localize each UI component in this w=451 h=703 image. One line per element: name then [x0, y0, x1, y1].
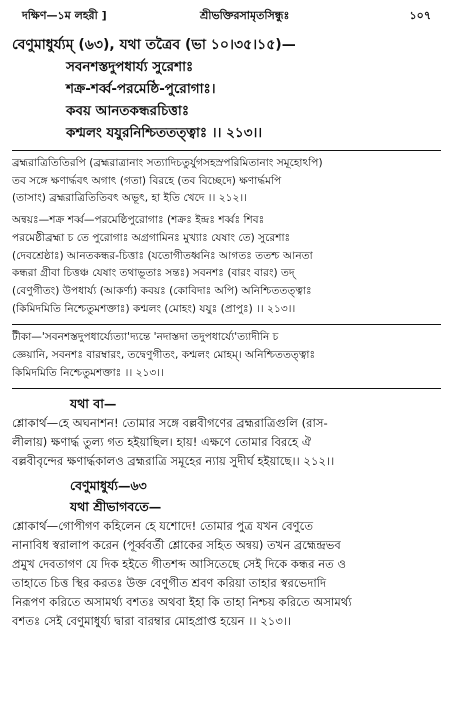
translation-block-1	[12, 393, 441, 471]
verse-line: কবয় আনতকন্ধরচিত্তাঃ	[66, 103, 190, 119]
anvaya-line: পরমেষ্ঠীব্রহ্মা চ তে পুরোগাঃ অগ্রগামিনঃ মুখ্যাঃ যেষাং তে) সুরেশাঃ	[12, 231, 291, 244]
tika-line: জ্ঞেয়ানি, সবনশঃ বারম্বারং, তদ্বেণুগীতং, কশ্মলং মোহম্। অনিশ্চিততত্ত্বাঃ	[12, 349, 316, 362]
section-title: যথা বা—	[70, 396, 117, 412]
translation-line: প্রমুখ দেবতাগণ যে দিক হইতে গীতশব্দ আসিতেছে সেই দিকে কন্ধর নত ও	[12, 557, 347, 572]
section-title: বেণুমাধুর্য্য—৬৩	[70, 478, 147, 494]
translation-line: লীলায়) ক্ষণার্দ্ধ তুল্য গত হইয়াছিল। হায়! এক্ষণে তোমার বিরহে ঐ	[12, 435, 312, 450]
commentary-line: ব্রহ্মরাত্রিতিতিরপি (ব্রহ্মরাত্রানাং সত্যাদিচতুর্যুগসহস্রপরিমিতানাং সমূহোঽপি)	[12, 157, 323, 169]
sanskrit-verse	[12, 34, 441, 144]
page-number: ১০৭	[409, 9, 431, 22]
divider	[12, 324, 441, 325]
anvaya-block	[12, 212, 441, 318]
translation-line: নানাবিধ স্বরালাপ করেন (পূর্ব্ববর্তী শ্লোকের সহিত অন্বয়) তখন ব্রহ্মেন্দ্রভব	[12, 538, 341, 553]
commentary-line: (তাসাং) ব্রহ্মরাত্রিতিতিবৎ অভূৎ, হা ইতি খেদে ।। ২১২।।	[12, 192, 247, 205]
anvaya-line: (বেণুগীতং) উপধার্য্য (আকর্ণ্য) কবয়ঃ (কোবিদাঃ অপি) অনিশ্চিততত্ত্বাঃ	[12, 284, 312, 297]
verse-heading: বেণুমাধুর্য্যম্ (৬৩), যথা তত্রৈব (ভা ১০।৩৫।১৫)—	[12, 37, 296, 53]
translation-line: শ্লোকার্থ—গোপীগণ কহিলেন হে যশোদে! তোমার পুত্র যখন বেণুতে	[12, 519, 314, 534]
anvaya-line: কন্ধরা গ্রীবা চিত্তঞ্চ যেষাং তথাভূতাঃ সন্তঃ) সবনশঃ (বারং বারং) তদ্	[12, 267, 295, 280]
verse-line: কশ্মলং যযুরনিশ্চিততত্ত্বাঃ ।। ২১৩।।	[66, 125, 263, 141]
section-subtitle: যথা শ্রীভাগবতে—	[70, 499, 162, 515]
commentary-block	[12, 155, 441, 208]
translation-line: নিরূপণ করিতে অসামর্থ্য বশতঃ অথবা ইহা কি তাহা নিশ্চয় করিতে অসামর্থ্য	[12, 595, 352, 610]
divider	[12, 150, 441, 151]
tika-block	[12, 329, 441, 382]
translation-line: তাহাতে চিত্ত স্থির করতঃ উক্ত বেণুগীত শ্রবণ করিয়া তাহার স্বরভেদাদি	[12, 576, 327, 591]
header-book-title: শ্রীভক্তিরসামৃতসিন্ধুঃ	[200, 9, 290, 22]
anvaya-line: (দেবশ্রেষ্ঠাঃ) আনতকন্ধর-চিত্তাঃ (যতোগীতধ্বনিঃ আগতঃ ততশ্চ আনতা	[12, 249, 313, 262]
anvaya-line: অন্বয়ঃ—শক্র শর্ব্ব—পরমেষ্ঠিপুরোগাঃ (শক্রঃ ইন্দ্রঃ শর্ব্বঃ শিবঃ	[12, 214, 265, 227]
translation-line: বল্লবীবৃন্দের ক্ষণার্দ্ধকালও ব্রহ্মরাত্রি সমূহের ন্যায় সুদীর্ঘ হইয়াছে।। ২১২।।	[12, 454, 335, 469]
divider	[12, 388, 441, 389]
tika-line: কিমিদমিতি নিশ্চেতুমশক্তাঃ ।। ২১৩।।	[12, 366, 164, 379]
header-chapter: দক্ষিণ—১ম লহরী ]	[22, 9, 107, 22]
translation-line: বশতঃ সেই বেণুমাধুর্য্য দ্বারা বারম্বার মোহপ্রাপ্ত হয়েন ।। ২১৩।।	[12, 614, 292, 629]
verse-line: সবনশস্তদুপধার্য্য সুরেশাঃ	[66, 59, 194, 75]
tika-line: টীকা—'সবনশস্তদুপধার্য্যেত্যা'দ্যন্তে 'নদাস্তদা তদুপধার্য্যে'ত্যাদীনি চ	[12, 331, 279, 344]
verse-line: শক্র-শর্ব্ব-পরমেষ্ঠি-পুরোগাঃ।	[66, 81, 216, 97]
anvaya-line: (কিমিদমিতি নিশ্চেতুমশক্তাঃ) কশ্মলং (মোহং) যযুঃ (প্রাপুঃ) ।। ২১৩।।	[12, 302, 296, 315]
translation-block-2	[12, 475, 441, 631]
translation-line: শ্লোকার্থ—হে অঘনাশন! তোমার সঙ্গে বল্লবীগণের ব্রহ্মরাত্রিগুলি (রাস-	[12, 416, 328, 431]
running-header	[12, 0, 441, 28]
commentary-line: তব সঙ্গে ক্ষণার্দ্ধবৎ অগাৎ (গতা) বিরহে (তব বিচ্ছেদে) ক্ষণার্দ্ধমপি	[12, 174, 282, 187]
